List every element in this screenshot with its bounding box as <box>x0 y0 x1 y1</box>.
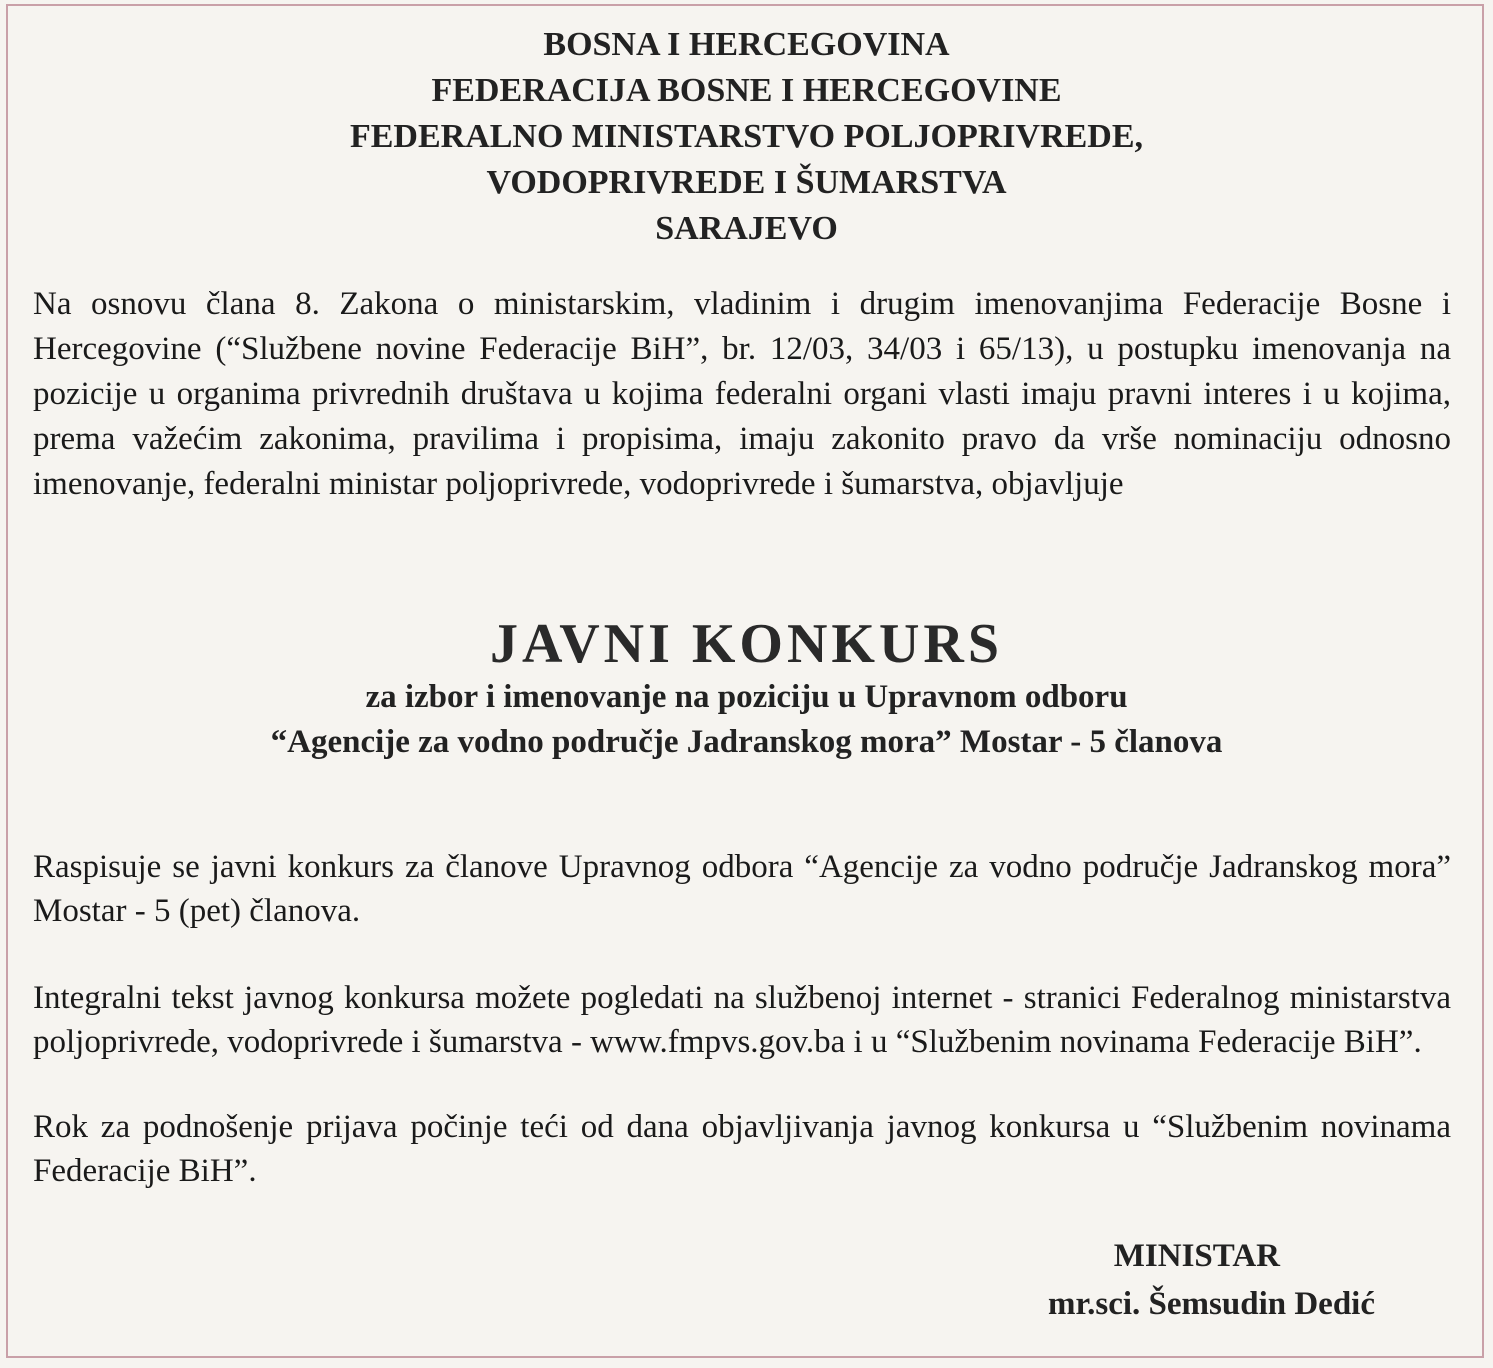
signature-title: MINISTAR <box>1113 1238 1280 1274</box>
signature-name: mr.sci. Šemsudin Dedić <box>1048 1286 1375 1322</box>
subtitle-line-1: za izbor i imenovanje na poziciju u Upravnom odboru <box>365 679 1128 715</box>
header-line-ministry: FEDERALNO MINISTARSTVO POLJOPRIVREDE, <box>349 118 1144 155</box>
header-line-ministry-cont: VODOPRIVREDE I ŠUMARSTVA <box>486 164 1007 201</box>
subtitle-line-2: “Agencije za vodno područje Jadranskog mora” Mostar - 5 članova <box>270 724 1223 760</box>
notice-subtitle <box>0 675 1493 765</box>
notice-title: JAVNI KONKURS <box>489 613 1004 675</box>
body-paragraph-announcement: Raspisuje se javni konkurs za članove Upravnog odbora “Agencije za vodno područje Jadranskog mora” Mostar - 5 (pet) članova. <box>33 849 1451 929</box>
header-line-federation: FEDERACIJA BOSNE I HERCEGOVINE <box>431 72 1062 109</box>
header-line-city: SARAJEVO <box>655 210 838 247</box>
signature-block <box>1048 1232 1375 1328</box>
header-line-country: BOSNA I HERCEGOVINA <box>543 26 950 63</box>
intro-paragraph: Na osnovu člana 8. Zakona o ministarskim, vladinim i drugim imenovanjima Federacije Bosne i Hercegovine (“Službene novine Federacije BiH”, br. 12/03, 34/03 i 65/13), u postupku imenovanja na pozicije u organima privrednih društava u kojima federalni organi vlasti imaju pravni interes i u kojima, prema važećim zakonima, pravilima i propisima, imaju zakonito pravo da vrše nominaciju odnosno imenovanje, federalni ministar poljoprivrede, vodoprivrede i šumarstva, objavljuje <box>33 286 1451 502</box>
body-paragraph-deadline: Rok za podnošenje prijava počinje teći od dana objavljivanja javnog konkursa u “Službenim novinama Federacije BiH”. <box>33 1109 1451 1189</box>
issuer-header <box>0 22 1493 252</box>
body-paragraph-full-text-info: Integralni tekst javnog konkursa možete pogledati na službenoj internet - stranici Federalnog ministarstva poljoprivrede, vodoprivrede i šumarstva - www.fmpvs.gov.ba i u “Službenim novinama Federacije BiH”. <box>33 980 1451 1060</box>
